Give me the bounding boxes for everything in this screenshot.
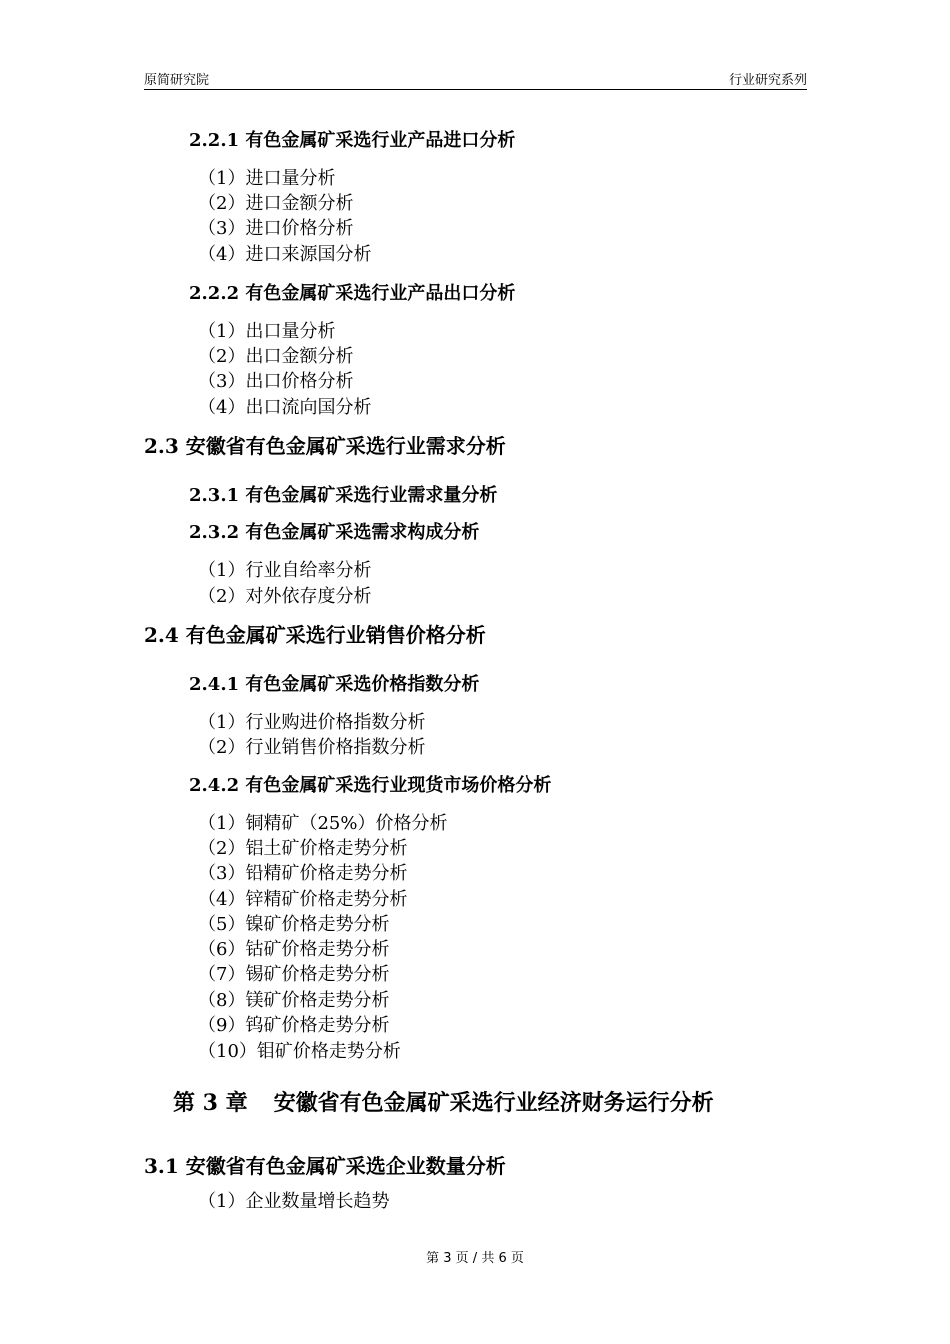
- heading-3-1: 3.1 安徽省有色金属矿采选企业数量分析: [144, 1154, 506, 1178]
- list-item: （4）进口来源国分析: [198, 244, 372, 265]
- list-item: （1）进口量分析: [198, 168, 336, 189]
- list-item: （2）进口金额分析: [198, 193, 354, 214]
- list-item: （1）企业数量增长趋势: [198, 1191, 390, 1212]
- list-item: （5）镍矿价格走势分析: [198, 914, 390, 935]
- list-item: （3）出口价格分析: [198, 371, 354, 392]
- heading-2-4-2: 2.4.2 有色金属矿采选行业现货市场价格分析: [189, 775, 552, 796]
- list-item: （6）钴矿价格走势分析: [198, 939, 390, 960]
- list-item: （2）出口金额分析: [198, 346, 354, 367]
- chapter-3-heading: [173, 1086, 714, 1117]
- heading-2-3-2: 2.3.2 有色金属矿采选需求构成分析: [189, 522, 480, 543]
- list-item: （2）行业销售价格指数分析: [198, 737, 426, 758]
- heading-2-3: 2.3 安徽省有色金属矿采选行业需求分析: [144, 434, 506, 458]
- page-header: [144, 66, 807, 90]
- page-number: 第 3 页 / 共 6 页: [426, 1251, 524, 1266]
- list-item: （9）钨矿价格走势分析: [198, 1015, 390, 1036]
- list-item: （1）行业购进价格指数分析: [198, 712, 426, 733]
- list-item: （2）对外依存度分析: [198, 586, 372, 607]
- list-item: （8）镁矿价格走势分析: [198, 990, 390, 1011]
- chapter-number: 第 3 章: [173, 1090, 248, 1116]
- list-item: （3）进口价格分析: [198, 218, 354, 239]
- list-item: （4）出口流向国分析: [198, 397, 372, 418]
- list-item: （2）铝土矿价格走势分析: [198, 838, 408, 859]
- heading-2-3-1: 2.3.1 有色金属矿采选行业需求量分析: [189, 485, 498, 506]
- chapter-title: 安徽省有色金属矿采选行业经济财务运行分析: [273, 1090, 714, 1116]
- list-item: （10）钼矿价格走势分析: [198, 1041, 401, 1062]
- heading-2-4: 2.4 有色金属矿采选行业销售价格分析: [144, 623, 486, 647]
- list-item: （1）出口量分析: [198, 321, 336, 342]
- list-item: （1）行业自给率分析: [198, 560, 372, 581]
- list-item: （3）铅精矿价格走势分析: [198, 863, 408, 884]
- header-org: 原简研究院: [144, 73, 210, 88]
- list-item: （7）锡矿价格走势分析: [198, 964, 390, 985]
- header-series: 行业研究系列: [728, 73, 807, 88]
- heading-2-4-1: 2.4.1 有色金属矿采选价格指数分析: [189, 674, 480, 695]
- heading-2-2-1: 2.2.1 有色金属矿采选行业产品进口分析: [189, 130, 516, 151]
- list-item: （1）铜精矿（25%）价格分析: [198, 813, 448, 834]
- heading-2-2-2: 2.2.2 有色金属矿采选行业产品出口分析: [189, 283, 516, 304]
- list-item: （4）锌精矿价格走势分析: [198, 889, 408, 910]
